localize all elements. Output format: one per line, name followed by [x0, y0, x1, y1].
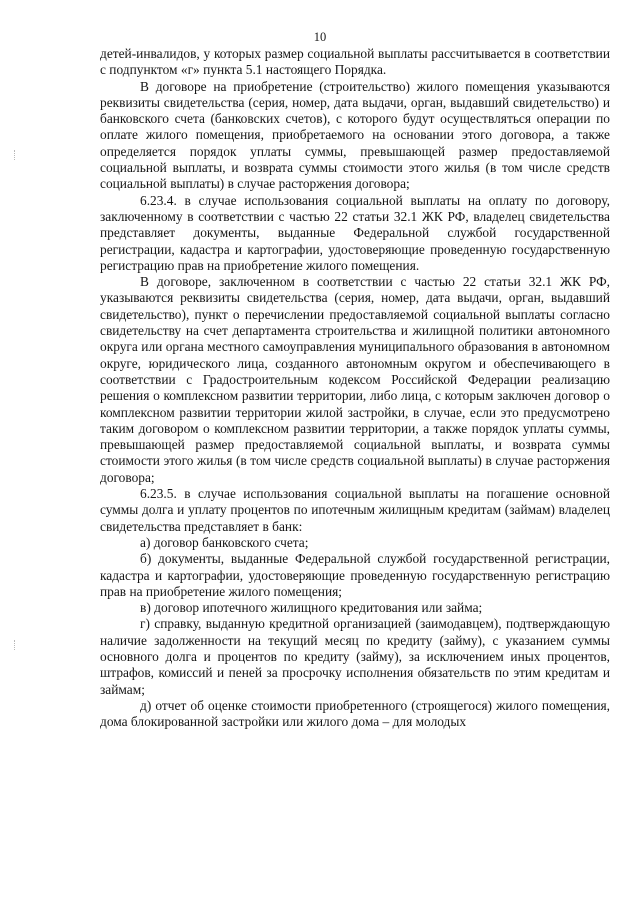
list-item-b: б) документы, выданные Федеральной службой государственной регистрации, кадастра и картографии, удостоверяющие проведенную государственную регистрацию прав на приобретение жилого помещения;: [100, 551, 610, 599]
paragraph: В договоре, заключенном в соответствии с частью 22 статьи 32.1 ЖК РФ, указываются реквизиты свидетельства (серия, номер, дата выдачи, орган, выдавший свидетельство), пункт о перечислении предоставляемой социальной выплаты согласно свидетельству на счет департамента строительства и жилищной политики автономного округа или органа местного самоуправления муниципального образования в автономном округе, юридического лица, созданного автономным округом и обеспечивающего в соответствии с Градостроительным кодексом Российской Федерации реализацию решения о комплексном развитии территории, либо лица, с которым заключен договор о комплексном развитии территории жилой застройки, в случае, если это предусмотрено таким договором о комплексном развитии территории, а также порядок уплаты суммы, превышающей размер предоставляемой социальной выплаты, и возврата суммы стоимости этого жилья (в том числе средств социальной выплаты) в случае расторжения договора;: [100, 274, 610, 485]
list-item-g: г) справку, выданную кредитной организацией (заимодавцем), подтверждающую наличие задолженности на текущий месяц по кредиту (займу), с указанием суммы основного долга и процентов по кредиту (займу), за исключением иных процентов, штрафов, комиссий и пеней за просрочку исполнения обязательств по этим кредитам и займам;: [100, 616, 610, 697]
paragraph-clause-6-23-4: 6.23.4. в случае использования социальной выплаты на оплату по договору, заключенному в соответствии с частью 22 статьи 32.1 ЖК РФ, владелец свидетельства представляет документы, выданные Федеральной службой государственной регистрации, кадастра и картографии, удостоверяющие проведенную государственную регистрацию прав на приобретение жилого помещения.: [100, 192, 610, 273]
document-body: [100, 46, 610, 730]
paragraph-clause-6-23-5: 6.23.5. в случае использования социальной выплаты на погашение основной суммы долга и уплату процентов по ипотечным жилищным кредитам (займам) владелец свидетельства представляет в банк:: [100, 486, 610, 534]
paragraph: В договоре на приобретение (строительство) жилого помещения указываются реквизиты свидетельства (серия, номер, дата выдачи, орган, выдавший свидетельство) и банковского счета (банковских счетов), с которого будут осуществляться операции по оплате жилого помещения, приобретаемого на основании этого договора, а также определяется порядок уплаты суммы, превышающей размер предоставляемой социальной выплаты, и возврата суммы стоимости этого жилья (в том числе средств социальной выплаты) в случае расторжения договора;: [100, 78, 610, 192]
list-item-a: а) договор банковского счета;: [140, 534, 309, 550]
list-item-d: д) отчет об оценке стоимости приобретенного (строящегося) жилого помещения, дома блокированной застройки или жилого дома – для молодых: [100, 697, 610, 730]
margin-scan-mark: [14, 640, 17, 650]
margin-scan-mark: [14, 150, 17, 160]
page-number: 10: [313, 30, 327, 44]
paragraph: детей-инвалидов, у которых размер социальной выплаты рассчитывается в соответствии с подпунктом «г» пункта 5.1 настоящего Порядка.: [100, 46, 610, 78]
list-item-v: в) договор ипотечного жилищного кредитования или займа;: [140, 600, 483, 616]
